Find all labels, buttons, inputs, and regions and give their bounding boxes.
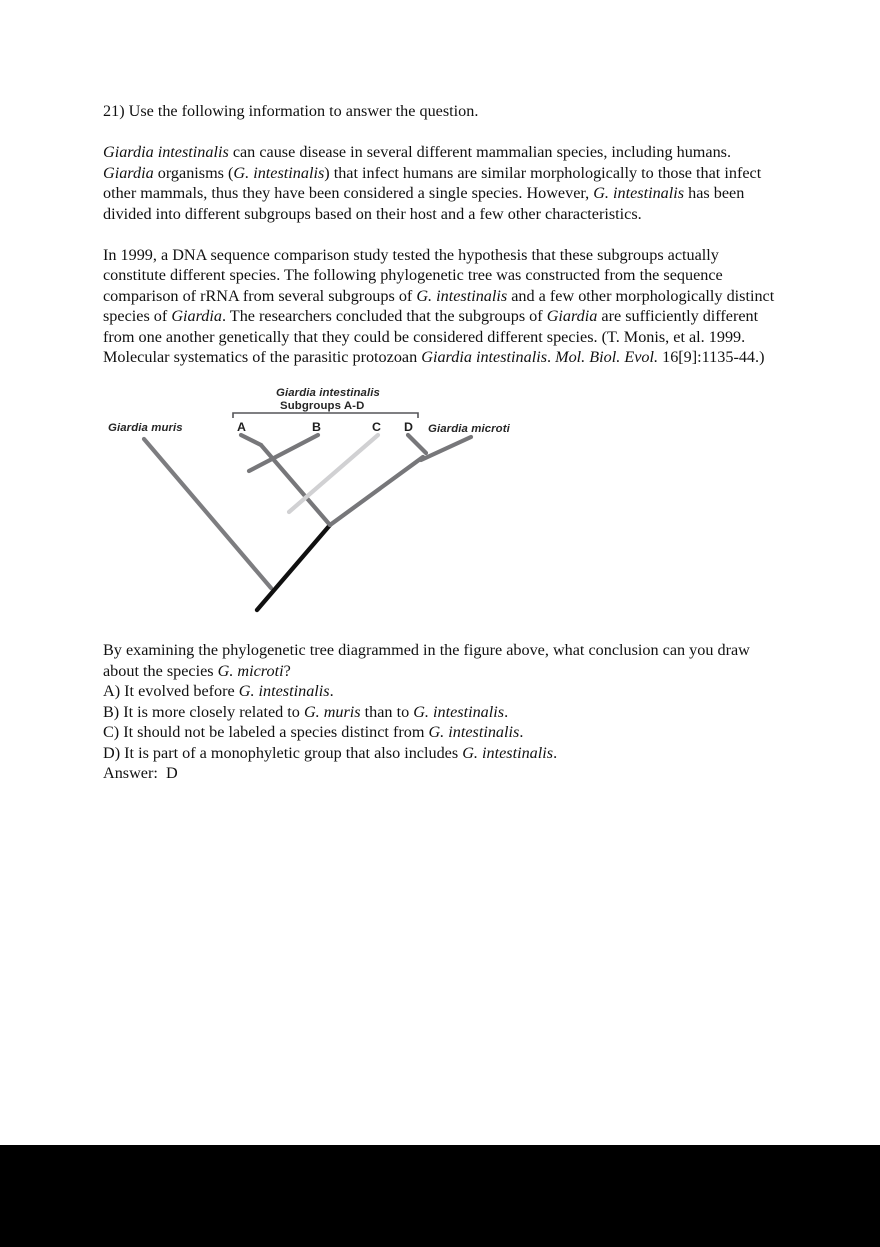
option-b-mid: than to xyxy=(360,702,414,721)
option-a-letter: A) xyxy=(103,682,121,701)
option-d[interactable] xyxy=(103,743,783,763)
passage-p2-seg7: are sufficiently different from one another genetically that they could be considered different species. (T. Monis, et al. 1999. Molecular systematics of the parasitic protozoan xyxy=(103,307,759,367)
passage-p1-seg7: G. intestinalis xyxy=(593,184,685,203)
phylogenetic-tree-figure xyxy=(103,387,783,640)
passage-p2-seg4: Giardia xyxy=(171,307,222,326)
branch-subgroup-b xyxy=(249,435,318,471)
question-stem-species: G. microti xyxy=(217,661,284,680)
passage-paragraph-1 xyxy=(103,142,783,224)
document-content xyxy=(103,101,783,783)
answer-label: Answer: xyxy=(103,763,158,782)
passage-p2-seg8: Giardia intestinalis xyxy=(421,348,548,367)
passage-p2-seg10: Mol. Biol. Evol. xyxy=(555,348,659,367)
option-c-italic: G. intestinalis xyxy=(428,723,520,742)
passage-p1-seg5: G. intestinalis xyxy=(233,163,325,182)
passage-paragraph-2 xyxy=(103,245,783,367)
tree-canvas xyxy=(103,387,563,640)
passage-p2-seg1: In 1999, a DNA sequence comparison study tested the hypothesis that these subgroups actually constitute different species. The following phylogenetic tree was constructed from the sequence comparison of rRNA from several subgroups of xyxy=(103,246,723,305)
passage-p2-seg6: Giardia xyxy=(546,307,598,326)
option-c-letter: C) xyxy=(103,723,120,742)
option-d-letter: D) xyxy=(103,743,121,762)
taxon-label-giardia-muris: Giardia muris xyxy=(108,422,183,435)
bottom-black-bar xyxy=(0,1145,880,1247)
answer-line xyxy=(103,763,783,783)
option-a-italic: G. intestinalis xyxy=(238,682,330,701)
passage-p1-seg3: Giardia xyxy=(103,163,154,182)
bracket-title-line2: Subgroups A-D xyxy=(280,400,365,413)
passage-p2-seg3: and a few other morphologically distinct species of xyxy=(103,286,775,326)
branch-giardia-muris xyxy=(144,439,271,588)
passage-p1-seg6: ) that infect humans are similar morphologically to those that infect other mammals, thus they have been considered a single species. However, xyxy=(103,163,762,203)
option-b-italic2: G. intestinalis xyxy=(413,702,505,721)
subgroup-label-a: A xyxy=(237,420,246,435)
option-b[interactable] xyxy=(103,702,783,722)
spacer xyxy=(103,224,783,245)
tree-svg xyxy=(103,387,563,640)
option-b-post: . xyxy=(504,702,509,721)
question-stem-text: By examining the phylogenetic tree diagrammed in the figure above, what conclusion can you draw about the species xyxy=(103,641,750,680)
option-c-post: . xyxy=(519,723,524,742)
option-b-letter: B) xyxy=(103,702,120,721)
answer-value: D xyxy=(165,763,178,782)
passage-p1-seg4: organisms ( xyxy=(153,163,234,182)
question-stem xyxy=(103,640,783,681)
passage-p2-seg11: 16[9]:1135-44.) xyxy=(658,348,765,367)
subgroup-label-b: B xyxy=(312,420,321,435)
branch-subgroup-d xyxy=(408,435,426,453)
passage-p1-seg8: has been divided into different subgroups based on their host and a few other characteristics. xyxy=(103,184,745,223)
branch-subgroup-a xyxy=(241,435,261,445)
passage-p1-seg2: can cause disease in several different mammalian species, including humans. xyxy=(228,143,732,162)
passage-p2-seg9: . xyxy=(547,348,556,367)
option-b-italic: G. muris xyxy=(303,702,361,721)
branch-giardia-microti xyxy=(421,437,471,460)
option-c-pre: It should not be labeled a species distinct from xyxy=(119,723,429,742)
spacer xyxy=(103,367,783,387)
option-d-italic: G. intestinalis xyxy=(462,743,554,762)
bracket-title-line1: Giardia intestinalis xyxy=(276,387,380,400)
option-a-pre: It evolved before xyxy=(120,682,239,701)
spacer xyxy=(103,121,783,142)
question-number: 21) xyxy=(103,102,125,120)
option-b-pre: It is more closely related to xyxy=(119,702,304,721)
question-block xyxy=(103,640,783,783)
option-a-post: . xyxy=(329,682,334,701)
subgroup-label-c: C xyxy=(372,420,381,435)
option-d-post: . xyxy=(553,743,558,762)
passage-p2-seg5: . The researchers concluded that the subgroups of xyxy=(222,307,547,326)
option-d-pre: It is part of a monophyletic group that also includes xyxy=(120,743,463,762)
question-stem-tail: ? xyxy=(283,661,291,680)
passage-p1-seg1: Giardia intestinalis xyxy=(103,143,229,162)
subgroup-label-d: D xyxy=(404,420,413,435)
question-prompt-text: Use the following information to answer the question. xyxy=(128,102,479,120)
passage-p2-seg2: G. intestinalis xyxy=(416,286,508,305)
taxon-label-giardia-microti: Giardia microti xyxy=(428,423,510,436)
option-a[interactable] xyxy=(103,681,783,701)
branch-root xyxy=(257,525,330,610)
option-c[interactable] xyxy=(103,722,783,742)
question-prompt-line xyxy=(103,101,783,121)
subgroup-bracket xyxy=(233,413,418,418)
